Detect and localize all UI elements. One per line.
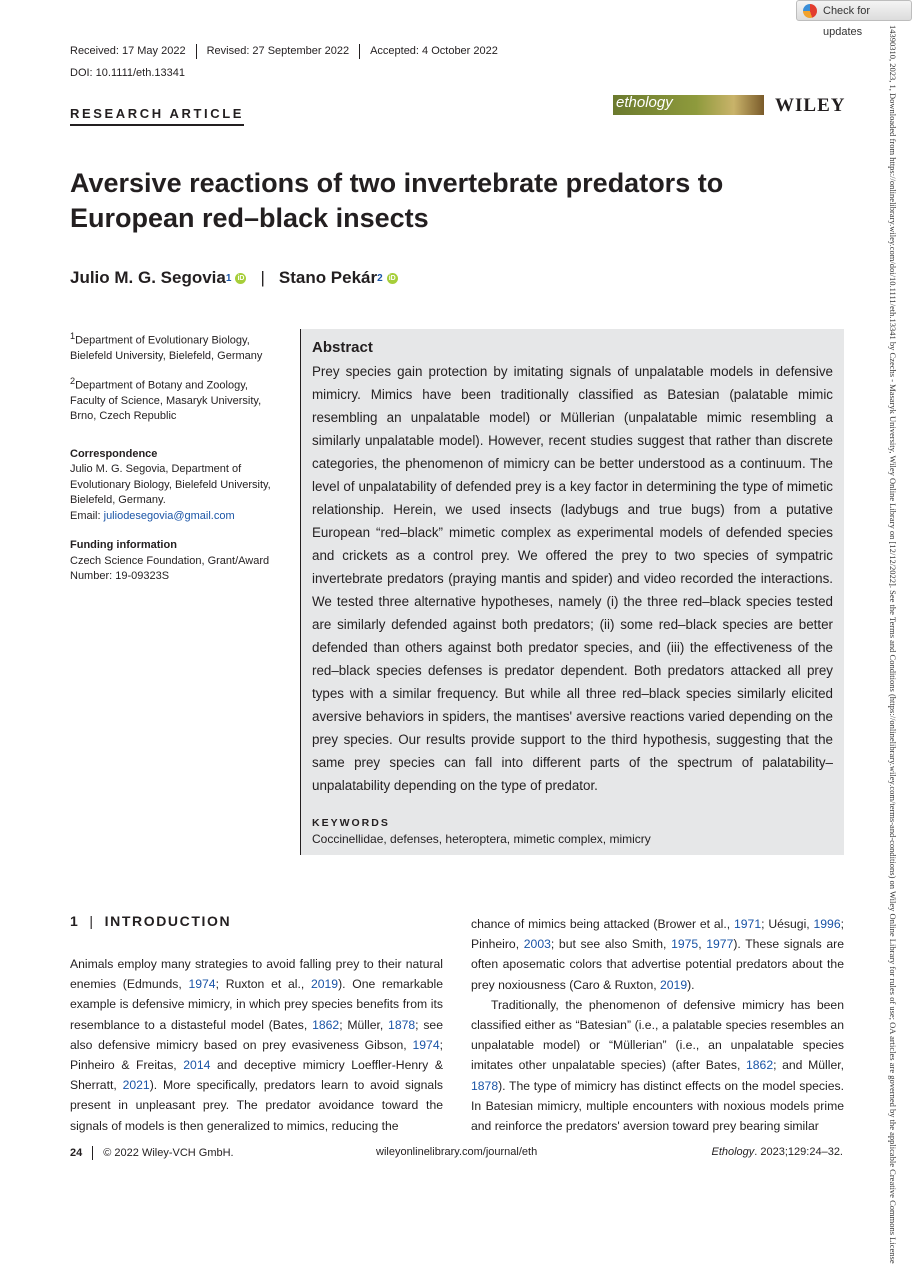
article-title: Aversive reactions of two invertebrate predators to European red–black insects — [70, 168, 724, 233]
paragraph — [471, 914, 844, 995]
affiliation-text: Department of Botany and Zoology, Faculty of Science, Masaryk University, Brno, Czech Republic — [70, 379, 262, 423]
keywords: Coccinellidae, defenses, heteroptera, mimetic complex, mimicry — [312, 832, 651, 846]
citation-link[interactable]: 2021 — [122, 1078, 150, 1093]
accepted-date: Accepted: 4 October 2022 — [359, 44, 508, 59]
section-title: INTRODUCTION — [104, 913, 232, 929]
copyright: © 2022 Wiley-VCH GmbH. — [103, 1146, 234, 1159]
body-text: ; and Müller, — [773, 1058, 844, 1073]
author-affiliation-ref[interactable]: 2 — [377, 272, 383, 284]
body-text: Traditionally, the phenomenon of defensive mimicry has been classified either as “Batesian” (i.e., a palatable species resembles an unpalatable model) or “Müllerian” (i.e., an unpalatable species imitates other unpalatable species) (after Bates, — [471, 997, 844, 1073]
citation-link[interactable]: 1974 — [412, 1037, 440, 1052]
body-text: ; Pinheiro & Freitas, — [70, 1037, 443, 1073]
author-separator: | — [260, 268, 265, 287]
body-text: ; but see also Smith, — [550, 937, 672, 952]
email-label: Email: — [70, 509, 104, 522]
body-text: ). These signals are often aposematic colors that advertise potential predators about the prey noxiousness (Caro & Ruxton, — [471, 937, 844, 992]
citation-link[interactable]: 2003 — [523, 937, 551, 952]
citation-link[interactable]: 1878 — [471, 1078, 499, 1093]
history-dates — [70, 44, 508, 59]
author-name[interactable]: Stano Pekár — [278, 268, 378, 287]
revised-date: Revised: 27 September 2022 — [196, 44, 359, 59]
body-text: ; Müller, — [339, 1017, 389, 1032]
citation-link[interactable]: 1862 — [745, 1058, 774, 1073]
body-text: ; Ruxton et al., — [215, 977, 311, 992]
correspondence-address: Julio M. G. Segovia, Department of Evolutionary Biology, Bielefeld University, Bielefeld, Germany. — [70, 463, 271, 507]
funding-heading: Funding information — [70, 539, 177, 552]
footer-separator — [92, 1146, 93, 1160]
citation-link[interactable]: 2014 — [183, 1058, 211, 1073]
citation-link[interactable]: 1862 — [312, 1017, 340, 1032]
doi: DOI: 10.1111/eth.13341 — [70, 67, 185, 79]
affiliation-1 — [70, 329, 280, 365]
body-text: Animals employ many strategies to avoid falling prey to their natural enemies (Edmunds, — [70, 957, 443, 992]
section-separator: | — [89, 913, 95, 929]
body-text: ). More specifically, predators learn to avoid signals present in unpleasant prey. The predator avoidance toward the signals of models is then generalized to mimics, reducing the — [70, 1078, 443, 1133]
page-number: 24 — [70, 1146, 83, 1159]
citation-link[interactable]: 1974 — [188, 977, 216, 992]
section-heading-introduction — [70, 913, 231, 929]
citation — [711, 1146, 843, 1158]
crossmark-icon — [803, 4, 817, 18]
email-link[interactable]: juliodesegovia@gmail.com — [103, 509, 235, 522]
body-text: ; Pinheiro, — [471, 917, 845, 952]
check-for-updates-button[interactable] — [796, 0, 912, 38]
author-list — [70, 268, 398, 288]
check-for-updates-label: Check for updates — [823, 5, 871, 38]
abstract-heading: Abstract — [312, 339, 373, 356]
body-text: , — [698, 937, 707, 952]
author-name[interactable]: Julio M. G. Segovia — [70, 268, 226, 287]
citation-link[interactable]: 1996 — [813, 917, 841, 931]
body-text: and deceptive mimicry Loeffler-Henry & Sherratt, — [70, 1058, 444, 1093]
paragraph — [70, 957, 443, 1133]
correspondence-text — [70, 462, 280, 524]
side-note-text: 14390310, 2023, 1, Downloaded from https://onlinelibrary.wiley.com/doi/10.1111/eth.13341 by Czechs - Masaryk University, Wiley Online Library on [12/12/2022]. See the Terms and Conditions (https://onlinelibrary.wiley.com/terms-and-conditions) on Wiley Online Library for rules of use; OA articles are governed by the applicable Creative Commons License — [888, 25, 898, 1264]
journal-url[interactable]: wileyonlinelibrary.com/journal/eth — [376, 1146, 538, 1158]
affiliation-number: 1 — [70, 331, 76, 341]
body-text: ). — [687, 977, 695, 992]
correspondence-heading: Correspondence — [70, 447, 158, 460]
journal-logo — [613, 95, 764, 115]
orcid-icon[interactable]: iD — [388, 274, 396, 282]
orcid-icon[interactable]: iD — [237, 274, 245, 282]
citation-link[interactable]: 1878 — [388, 1017, 416, 1032]
keywords-heading: KEYWORDS — [312, 817, 390, 829]
section-number: 1 — [70, 913, 80, 929]
funding-text: Czech Science Foundation, Grant/Award Number: 19-09323S — [70, 554, 270, 583]
abstract-text: Prey species gain protection by imitating signals of unpalatable models in defensive mimicry. Mimics have been traditionally classified as Batesian (palatable mimic resembling an unpalatable model) or Müllerian (unpalatable mimic resembling a similarly unpalatable model). However, recent studies suggest that rather than discrete categories, the phenomenon of mimicry can be better understood as a continuum. The level of unpalatability of defended prey is a key factor in determining the type of mimetic relationship. Herein, we used insects (ladybugs and true bugs) from a putative European “red–black” mimetic complex as experimental models of defended species and crickets as a control prey. We offered the prey to two species of sympatric invertebrate predators (praying mantis and spider) and video recorded the interactions. We tested three alternative hypotheses, namely (i) the three red–black species tested are similarly defended against both predators; (ii) some red–black species are better defended than others against both predator species, and (iii) the effectiveness of the red–black species defenses is predator dependent. Both predators attacked all prey types with a similar frequency. But while all three red–black species similarly elicited aversive behaviors in spiders, the mantises' aversive reactions varied depending on the prey species. Our results provide support to the third hypothesis, suggesting that the same prey species can fall into different parts of the spectrum of palatability–unpalatability depending on the type of predator. — [312, 364, 833, 793]
journal-name: Ethology — [711, 1146, 755, 1158]
citation-link[interactable]: 1971 — [734, 917, 762, 931]
publisher-logo: WILEY — [775, 95, 846, 116]
article-info — [70, 329, 280, 594]
article-type: RESEARCH ARTICLE — [70, 106, 244, 126]
journal-logo-text: ethology — [616, 94, 673, 111]
body-text: ; Uésugi, — [761, 917, 814, 931]
body-column-right — [471, 914, 844, 1136]
body-column-left — [70, 954, 443, 1136]
download-side-note — [888, 25, 902, 1264]
body-text: ). One remarkable example is defensive mimicry, in which prey species benefits from its resemblance to a distasteful model (Bates, — [70, 977, 443, 1032]
body-text: chance of mimics being attacked (Brower et al., — [471, 917, 734, 931]
paragraph — [471, 995, 844, 1136]
citation-link[interactable]: 1975 — [671, 937, 699, 952]
author-affiliation-ref[interactable]: 1 — [225, 272, 232, 284]
citation-details: . 2023;129:24–32. — [754, 1146, 843, 1158]
affiliation-number: 2 — [70, 375, 76, 386]
citation-link[interactable]: 2019 — [310, 977, 339, 992]
body-text: ). The type of mimicry has distinct effects on the model species. In Batesian mimicry, multiple encounters with noxious models prime and reinforce the predators' aversion toward prey bearing similar — [471, 1078, 844, 1134]
received-date: Received: 17 May 2022 — [70, 45, 186, 57]
body-text: ; see also defensive mimicry based on prey evasiveness Gibson, — [70, 1017, 443, 1052]
page-footer — [70, 1146, 843, 1160]
affiliation-2 — [70, 374, 280, 425]
citation-link[interactable]: 1977 — [706, 937, 734, 952]
affiliation-text: Department of Evolutionary Biology, Bielefeld University, Bielefeld, Germany — [70, 334, 263, 363]
abstract-box — [300, 329, 844, 855]
citation-link[interactable]: 2019 — [660, 977, 688, 992]
